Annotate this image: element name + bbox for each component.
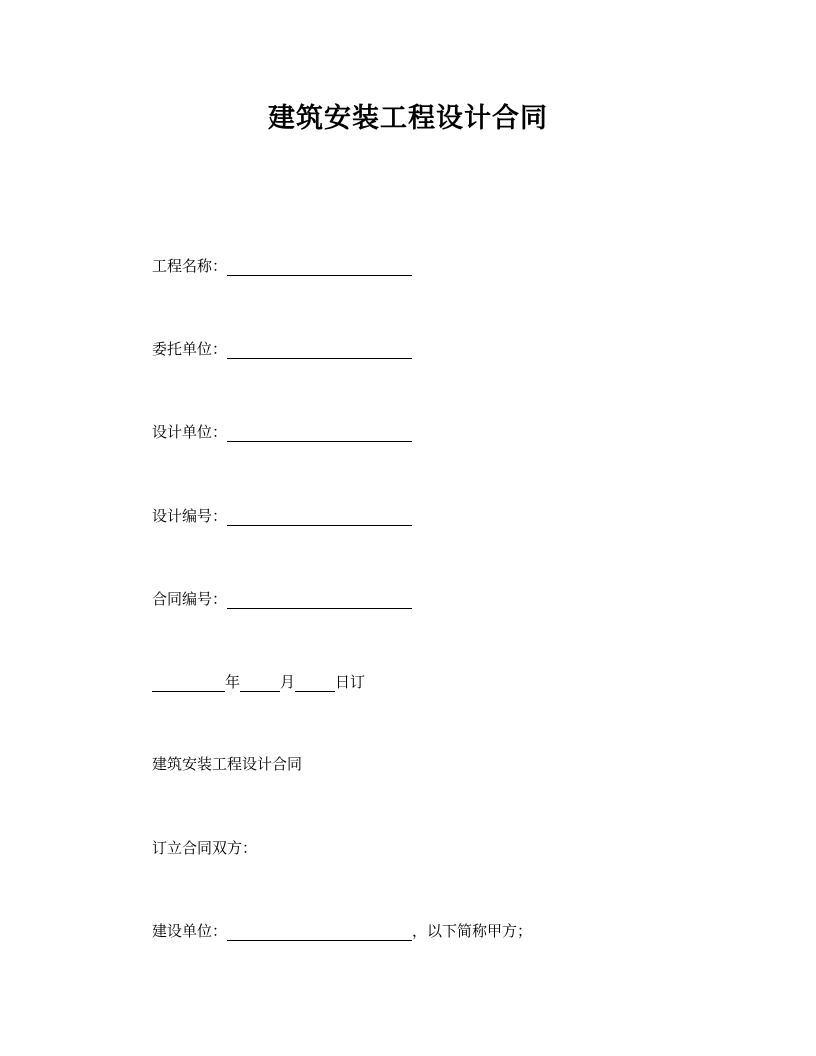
fill-in-blank xyxy=(227,340,412,359)
client-line xyxy=(152,921,532,941)
parties-heading xyxy=(152,838,257,858)
client-label: 建设单位： xyxy=(152,922,228,940)
field-commissioning-unit xyxy=(152,339,412,359)
subtitle-text: 建筑安装工程设计合同 xyxy=(152,755,303,773)
field-design-number xyxy=(152,506,412,526)
day-blank xyxy=(295,673,335,692)
field-label: 合同编号： xyxy=(152,590,228,608)
field-design-unit xyxy=(152,422,412,442)
field-label: 设计编号： xyxy=(152,507,228,525)
contract-subtitle xyxy=(152,754,302,774)
day-label: 日订 xyxy=(335,673,366,691)
month-blank xyxy=(240,673,280,692)
fill-in-blank xyxy=(227,922,412,941)
field-project-name xyxy=(152,256,412,276)
field-label: 委托单位： xyxy=(152,340,228,358)
fill-in-blank xyxy=(227,590,412,609)
page-title: 建筑安装工程设计合同 xyxy=(268,103,548,134)
field-contract-number xyxy=(152,589,412,609)
field-label: 工程名称： xyxy=(152,257,228,275)
fill-in-blank xyxy=(227,423,412,442)
date-line xyxy=(152,672,365,692)
year-label: 年 xyxy=(225,673,241,691)
fill-in-blank xyxy=(227,257,412,276)
parties-heading-text: 订立合同双方： xyxy=(152,839,258,857)
year-blank xyxy=(152,673,225,692)
fill-in-blank xyxy=(227,507,412,526)
field-label: 设计单位： xyxy=(152,423,228,441)
client-suffix: ，以下简称甲方； xyxy=(412,922,533,940)
month-label: 月 xyxy=(280,673,296,691)
